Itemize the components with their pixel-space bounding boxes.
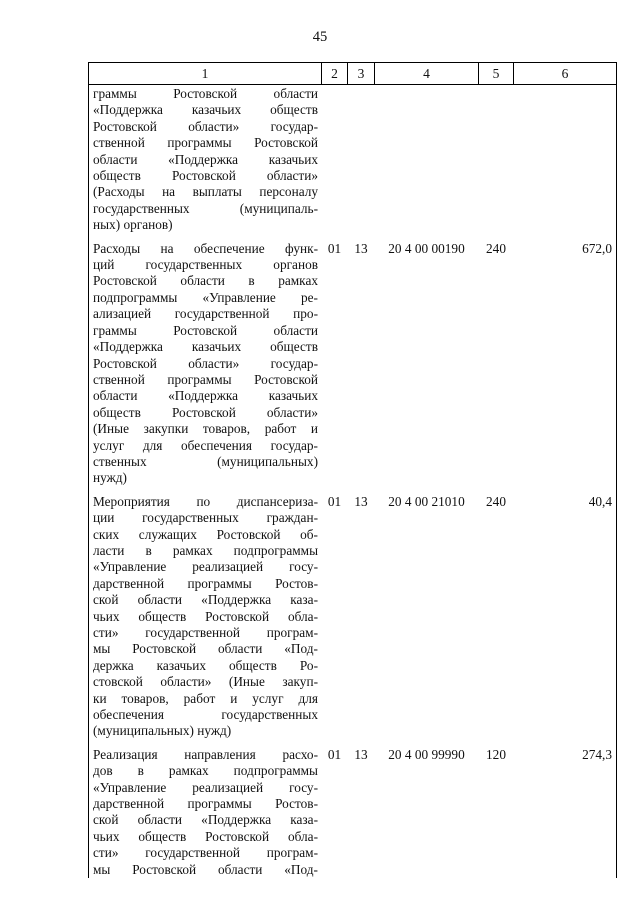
description-line: «Управление реализацией госу-	[93, 779, 318, 795]
description-line: обществ Ростовской области»	[93, 168, 318, 184]
amount-cell	[514, 85, 617, 234]
table-row	[89, 241, 617, 487]
target-item-cell: 20 4 00 21010	[388, 493, 465, 509]
description-line: Ростовской области» государ-	[93, 118, 318, 134]
description-line: области «Поддержка казачьих	[93, 151, 318, 167]
section-code-cell: 01	[327, 746, 342, 762]
description-line: «Управление реализацией госу-	[93, 559, 318, 575]
description-line: нужд)	[93, 470, 127, 486]
description-line: ки товаров, работ и услуг для	[93, 690, 318, 706]
section-code-cell: 01	[327, 493, 342, 509]
subsection-code-cell	[348, 85, 375, 234]
description-line: ласти в рамках подпрограммы	[93, 542, 318, 558]
description-line: сти» государственной програм-	[93, 625, 318, 640]
description-line: ных) органов)	[93, 217, 173, 233]
description-line: Ростовской области в рамках	[93, 273, 318, 289]
description-line: Мероприятия по диспансериза-	[93, 493, 318, 509]
description-line: (муниципальных) нужд)	[93, 723, 232, 739]
row-spacer	[89, 740, 617, 747]
expense-type-cell: 240	[486, 240, 506, 256]
description-line: чьих обществ Ростовской обла-	[93, 608, 318, 624]
description-line: подпрограммы «Управление ре-	[93, 289, 318, 305]
description-line: ственной программы Ростовской	[93, 371, 318, 387]
section-code-cell	[322, 85, 348, 234]
description-line: обществ Ростовской области»	[93, 404, 318, 420]
description-text	[93, 86, 318, 234]
description-line: ских служащих Ростовской об-	[93, 526, 318, 542]
description-line: Ростовской области» государ-	[93, 355, 318, 371]
description-line: ализацией государственной про-	[93, 306, 318, 322]
description-line: (Расходы на выплаты персоналу	[93, 184, 318, 200]
column-header: 3	[348, 63, 375, 85]
description-line: ций государственных органов	[93, 257, 318, 273]
description-cell	[89, 747, 322, 878]
description-cell	[89, 494, 322, 740]
amount-cell: 672,0	[514, 241, 617, 487]
row-spacer	[89, 487, 617, 494]
amount-cell: 274,3	[514, 747, 617, 878]
description-line: сти» государственной програм-	[93, 845, 318, 861]
description-text	[93, 241, 318, 487]
expense-type-cell: 120	[486, 746, 506, 762]
column-header: 6	[514, 63, 617, 85]
description-line: ственной программы Ростовской	[93, 135, 318, 151]
target-item-cell: 20 4 00 00190	[388, 240, 465, 256]
table-header-row	[89, 63, 617, 85]
description-cell	[89, 85, 322, 234]
description-line: чьих обществ Ростовской обла-	[93, 828, 318, 844]
table-row	[89, 747, 617, 878]
expense-type-cell	[479, 85, 514, 234]
description-line: области «Поддержка казачьих	[93, 388, 318, 404]
column-header: 5	[479, 63, 514, 85]
description-line: мы Ростовской области «Под-	[93, 861, 318, 877]
column-header: 4	[375, 63, 479, 85]
expense-type-cell: 240	[486, 493, 506, 509]
column-header: 1	[89, 63, 322, 85]
subsection-code-cell: 13	[354, 493, 368, 509]
description-text	[93, 747, 318, 878]
description-line: дарственной программы Ростов-	[93, 575, 318, 591]
description-line: ственных (муниципальных)	[93, 453, 318, 469]
table-row	[89, 494, 617, 740]
description-line: обеспечения государственных	[93, 707, 318, 723]
subsection-code-cell: 13	[354, 746, 368, 762]
description-line: стовской области» (Иные закуп-	[93, 674, 318, 690]
description-text	[93, 494, 318, 740]
description-line: граммы Ростовской области	[93, 86, 318, 101]
column-header: 2	[322, 63, 348, 85]
description-line: «Поддержка казачьих обществ	[93, 102, 318, 118]
description-line: (Иные закупки товаров, работ и	[93, 421, 318, 437]
budget-table	[88, 62, 617, 878]
description-line: держка казачьих обществ Ро-	[93, 657, 318, 673]
description-line: мы Ростовской области «Под-	[93, 641, 318, 657]
description-line: Реализация направления расхо-	[93, 746, 318, 762]
subsection-code-cell: 13	[354, 240, 368, 256]
section-code-cell: 01	[327, 240, 342, 256]
description-line: Расходы на обеспечение функ-	[93, 240, 318, 256]
description-line: ской области «Поддержка каза-	[93, 592, 318, 608]
description-line: ской области «Поддержка каза-	[93, 812, 318, 828]
description-line: дарственной программы Ростов-	[93, 796, 318, 812]
description-cell	[89, 241, 322, 487]
description-line: «Поддержка казачьих обществ	[93, 339, 318, 355]
page-number: 45	[312, 29, 328, 45]
table-body	[89, 85, 617, 879]
description-line: дов в рамках подпрограммы	[93, 763, 318, 779]
description-line: граммы Ростовской области	[93, 322, 318, 338]
target-item-cell: 20 4 00 99990	[388, 746, 465, 762]
amount-cell: 40,4	[514, 494, 617, 740]
description-line: ции государственных граждан-	[93, 510, 318, 526]
table-row	[89, 85, 617, 234]
target-item-cell	[375, 85, 479, 234]
description-line: услуг для обеспечения государ-	[93, 437, 318, 453]
row-spacer	[89, 234, 617, 241]
description-line: государственных (муниципаль-	[93, 200, 318, 216]
